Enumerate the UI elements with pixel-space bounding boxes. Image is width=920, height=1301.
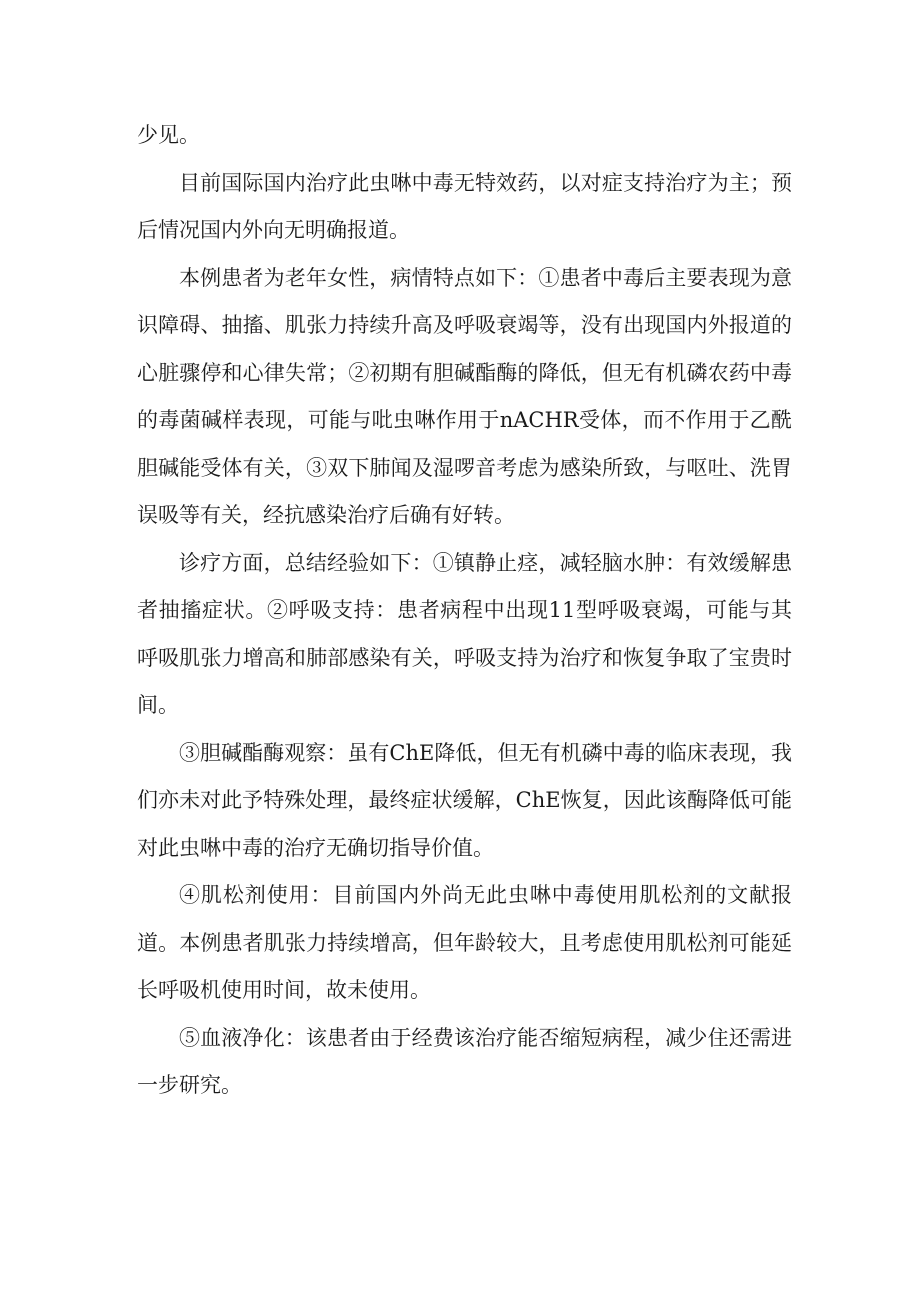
paragraph-blood-purification: ⑤血液净化：该患者由于经费该治疗能否缩短病程，减少住还需进一步研究。: [137, 1025, 792, 1097]
paragraph-muscle-relaxant: ④肌松剂使用：目前国内外尚无此虫啉中毒使用肌松剂的文献报道。本例患者肌张力持续增高，但年龄较大，且考虑使用肌松剂可能延长呼吸机使用时间，故未使用。: [137, 883, 792, 1002]
paragraph-experience-summary: 诊疗方面，总结经验如下：①镇静止痉，减轻脑水肿：有效缓解患者抽搐症状。②呼吸支持：患者病程中出现11型呼吸衰竭，可能与其呼吸肌张力增高和肺部感染有关，呼吸支持为治疗和恢复争取了宝贵时间。: [137, 550, 792, 717]
paragraph-cholinesterase: ③胆碱酯酶观察：虽有ChE降低，但无有机磷中毒的临床表现，我们亦未对此予特殊处理，最终症状缓解，ChE恢复，因此该酶降低可能对此虫啉中毒的治疗无确切指导价值。: [137, 740, 792, 860]
paragraph-case-features: 本例患者为老年女性，病情特点如下：①患者中毒后主要表现为意识障碍、抽搐、肌张力持续升高及呼吸衰竭等，没有出现国内外报道的心脏骤停和心律失常；②初期有胆碱酯酶的降低，但无有机磷农药中毒的毒菌碱样表现，可能与吡虫啉作用于nACHR受体，而不作用于乙酰胆碱能受体有关，③双下肺闻及湿啰音考虑为感染所致，与呕吐、洗胃误吸等有关，经抗感染治疗后确有好转。: [137, 265, 792, 527]
paragraph-treatment-overview: 目前国际国内治疗此虫啉中毒无特效药，以对症支持治疗为主；预后情况国内外向无明确报道。: [137, 170, 792, 242]
document-page: [137, 112, 792, 1110]
paragraph-continuation: 少见。: [137, 123, 200, 147]
